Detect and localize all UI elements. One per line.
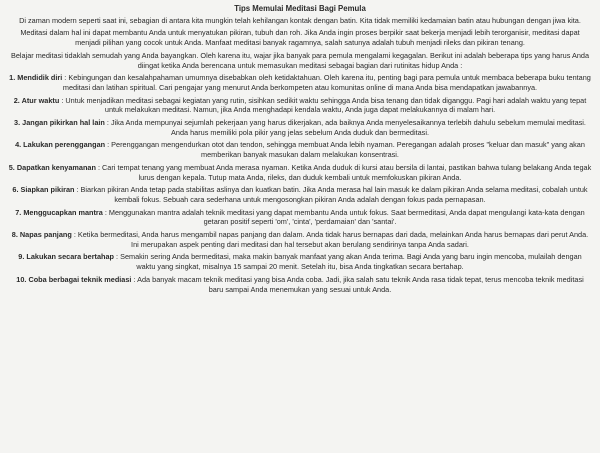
tip-1 — [8, 73, 592, 92]
tip-label: 1. Mendidik diri — [9, 73, 63, 83]
tip-8 — [8, 230, 592, 249]
tip-7 — [8, 208, 592, 227]
intro-paragraph-3: Belajar meditasi tidaklah semudah yang Anda bayangkan. Oleh karena itu, wajar jika banyak para pemula mengalami kegagalan. Berikut ini adalah beberapa tips yang harus Anda diingat ketika Anda berencana untuk memasukan meditasi sebagai bagian dari rutinitas hidup Anda : — [10, 50, 590, 70]
document-page — [8, 4, 592, 445]
tip-6 — [8, 185, 592, 204]
tip-2 — [8, 96, 592, 115]
tip-text: : Ada banyak macam teknik meditasi yang bisa Anda coba. Jadi, jika salah satu teknik Anda rasa tidak tepat, terus mencoba teknik meditasi baru sampai Anda menemukan yang sesuai untuk Anda. — [133, 274, 584, 294]
tip-label: 8. Napas panjang — [11, 230, 72, 240]
tip-text: : Untuk menjadikan meditasi sebagai kegiatan yang rutin, sisihkan sedikit waktu sehingga Anda bisa tenang dan tidak diganggu. Pagi hari adalah waktu yang tepat untuk melakukan meditasi. Namun, jika Anda menghadapi kendala waktu, Anda juga dapat melakukannya di malam hari. — [61, 95, 587, 115]
tip-10 — [8, 275, 592, 294]
document-title: Tips Memulai Meditasi Bagi Pemula — [234, 4, 366, 13]
intro-paragraph-1: Di zaman modern seperti saat ini, sebagian di antara kita mungkin telah kehilangan kontak dengan batin. Kita tidak memiliki kedamaian batin atau hubungan dengan jiwa kita. — [19, 15, 581, 25]
tip-4 — [8, 140, 592, 159]
tip-text: : Jika Anda mempunyai sejumlah pekerjaan yang harus dikerjakan, ada baiknya Anda menyelesaikannya terlebih dahulu sebelum memulai meditasi. Anda harus memiliki pola pikir yang jelas sebelum Anda duduk dan bermeditasi. — [106, 118, 586, 137]
tip-label: 2. Atur waktu — [13, 95, 60, 105]
tip-label: 6. Siapkan pikiran — [12, 185, 75, 195]
tip-label: 3. Jangan pikirkan hal lain — [14, 118, 105, 128]
tip-label: 5. Dapatkan kenyamanan — [8, 162, 96, 172]
intro-paragraph-2: Meditasi dalam hal ini dapat membantu Anda untuk menyatukan pikiran, tubuh dan roh. Jika Anda ingin proses berpikir saat bekerja menjadi lebih terorganisir, meditasi dapat menjadi pilihan yang cocok untuk Anda. Manfaat meditasi banyak ragamnya, salah satunya adalah tubuh menjadi rileks dan pikiran tenang. — [20, 28, 580, 48]
tip-label: 4. Lakukan perenggangan — [15, 140, 106, 150]
tip-label: 9. Lakukan secara bertahap — [18, 252, 114, 262]
tip-5 — [8, 163, 592, 182]
tip-text: : Ketika bermeditasi, Anda harus mengambil napas panjang dan dalam. Anda tidak harus bernapas dari dada, melainkan Anda harus bernapas dari perut Anda. Ini merupakan aspek penting dari meditasi dan hal tersebut akan berulang sendirinya tanpa Anda sadari. — [73, 230, 589, 249]
tip-text: : Biarkan pikiran Anda tetap pada stabilitas aslinya dan kuatkan batin. Jika Anda merasa hal lain masuk ke dalam pikiran Anda selama meditasi, cobalah untuk kembali fokus. Sebuah cara sederhana untuk mengosongkan pikiran Anda adalah dengan fokus pada pernapasan. — [76, 185, 588, 204]
tip-label: 10. Coba berbagai teknik mediasi — [16, 274, 132, 284]
tip-text: : Cari tempat tenang yang membuat Anda merasa nyaman. Ketika Anda duduk di kursi atau bersila di lantai, pastikan bahwa tulang belakang Anda tegak lurus dengan kepala. Tutup mata Anda, rileks, dan duduk kembali untuk memfokuskan pikiran Anda. — [97, 162, 592, 182]
tip-9 — [8, 252, 592, 271]
tip-text: : Kebingungan dan kesalahpahaman umumnya disebabkan oleh ketidaktahuan. Oleh karena itu, penting bagi para pemula untuk membaca beberapa buku tentang meditasi dan latihan spiritual. Cari pengajar yang menurut Anda berkompeten atau komunitas online di mana Anda bisa mendapatkan jawabannya. — [62, 73, 591, 92]
tip-text: : Perenggangan mengendurkan otot dan tendon, sehingga membuat Anda lebih nyaman. Peregangan adalah proses "keluar dan masuk" yang akan memberikan banyak masukan dalam melakukan konsentrasi. — [107, 140, 585, 160]
tip-text: : Semakin sering Anda bermeditasi, maka makin banyak manfaat yang akan Anda terima. Bagi Anda yang baru ingin mencoba, mulailah dengan waktu yang singkat, misalnya 15 sampai 20 menit. Setelah itu, bisa Anda tingkatkan secara bertahap. — [116, 252, 582, 272]
tip-text: : Menggunakan mantra adalah teknik meditasi yang dapat membantu Anda untuk fokus. Saat bermeditasi, Anda dapat mengulangi kata-kata dengan getaran positif seperti 'om', 'cinta', 'perdamaian' dan 'santai'. — [104, 207, 585, 227]
tip-3 — [8, 118, 592, 137]
tip-label: 7. Menggucapkan mantra — [15, 207, 103, 217]
